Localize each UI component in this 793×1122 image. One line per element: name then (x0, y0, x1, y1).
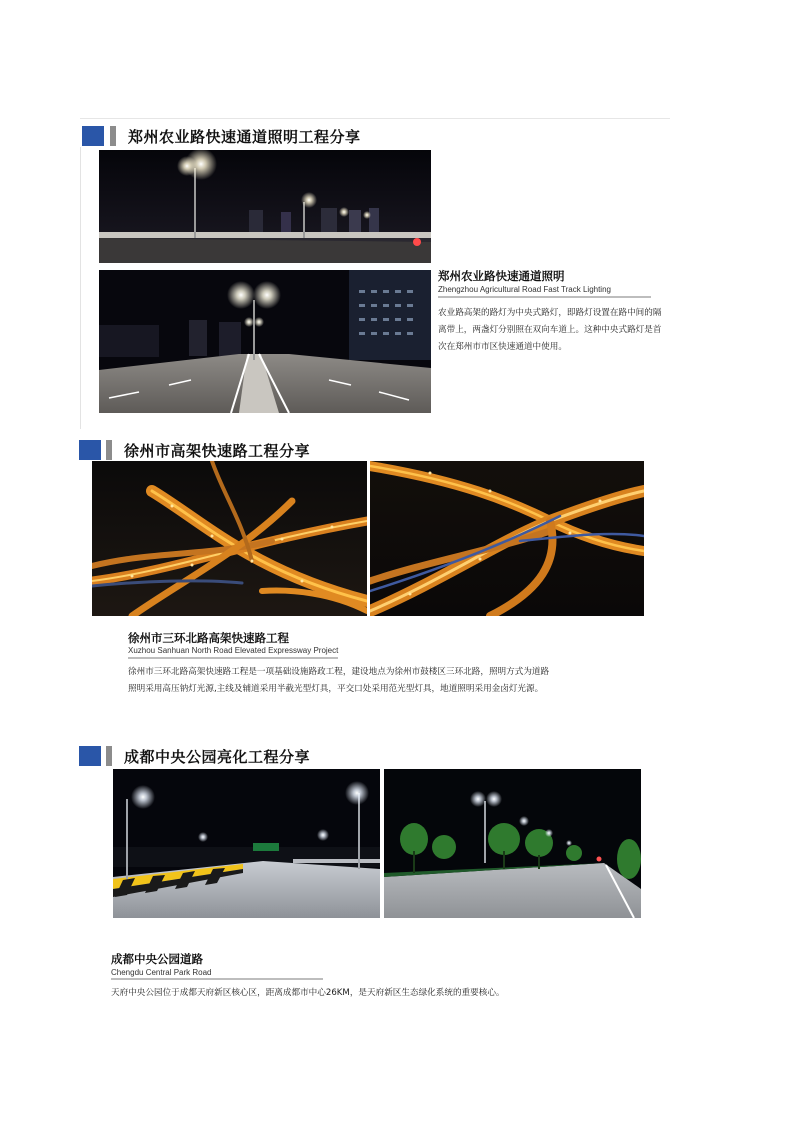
body-text-xuzhou: 徐州市三环北路高架快速路工程是一项基础设施路政工程，建设地点为徐州市鼓楼区三环北路，照明方式为道路照明采用高压钠灯光源,主线及辅道采用半截光型灯具，平交口处采用范光型灯具，地道照明采用金卤灯光源。 (128, 667, 550, 694)
section-marker-blue (79, 746, 101, 766)
caption-en-zhengzhou: Zhengzhou Agricultural Road Fast Track Lighting (438, 285, 611, 294)
top-divider (80, 118, 670, 119)
section-marker-blue (82, 126, 104, 146)
photo-xuzhou-interchange-right (370, 461, 644, 616)
photo-chengdu-road-left (113, 769, 380, 918)
section-side-rule (80, 147, 81, 429)
body-text-zhengzhou: 农业路高架的路灯为中央式路灯，即路灯设置在路中间的隔离带上，两盏灯分别照在双向车道上。这种中央式路灯是首次在郑州市市区快速通道中使用。 (438, 308, 662, 352)
caption-title-xuzhou: 徐州市三环北路高架快速路工程 (128, 631, 289, 645)
caption-rule (111, 978, 323, 980)
photo-xuzhou-interchange-left (92, 461, 367, 616)
body-text-chengdu: 天府中央公园位于成都天府新区核心区，距离成都市中心26KM，是天府新区生态绿化系统的重要核心。 (111, 988, 505, 998)
caption-en-xuzhou: Xuzhou Sanhuan North Road Elevated Expressway Project (128, 646, 339, 655)
section-marker-blue (79, 440, 101, 460)
section-title-xuzhou: 徐州市高架快速路工程分享 (124, 442, 311, 460)
section-marker-gray (106, 746, 112, 766)
caption-rule (438, 296, 651, 298)
section-marker-gray (106, 440, 112, 460)
photo-zhengzhou-central-lamp-road (99, 270, 431, 413)
caption-en-chengdu: Chengdu Central Park Road (111, 968, 212, 977)
caption-rule (128, 657, 338, 659)
photo-zhengzhou-elevated-road (99, 150, 431, 263)
caption-title-zhengzhou: 郑州农业路快速通道照明 (438, 269, 565, 283)
section-title-zhengzhou: 郑州农业路快速通道照明工程分享 (128, 128, 361, 146)
section-title-chengdu: 成都中央公园亮化工程分享 (124, 748, 311, 766)
photo-chengdu-road-right (384, 769, 641, 918)
caption-title-chengdu: 成都中央公园道路 (111, 952, 203, 966)
section-marker-gray (110, 126, 116, 146)
